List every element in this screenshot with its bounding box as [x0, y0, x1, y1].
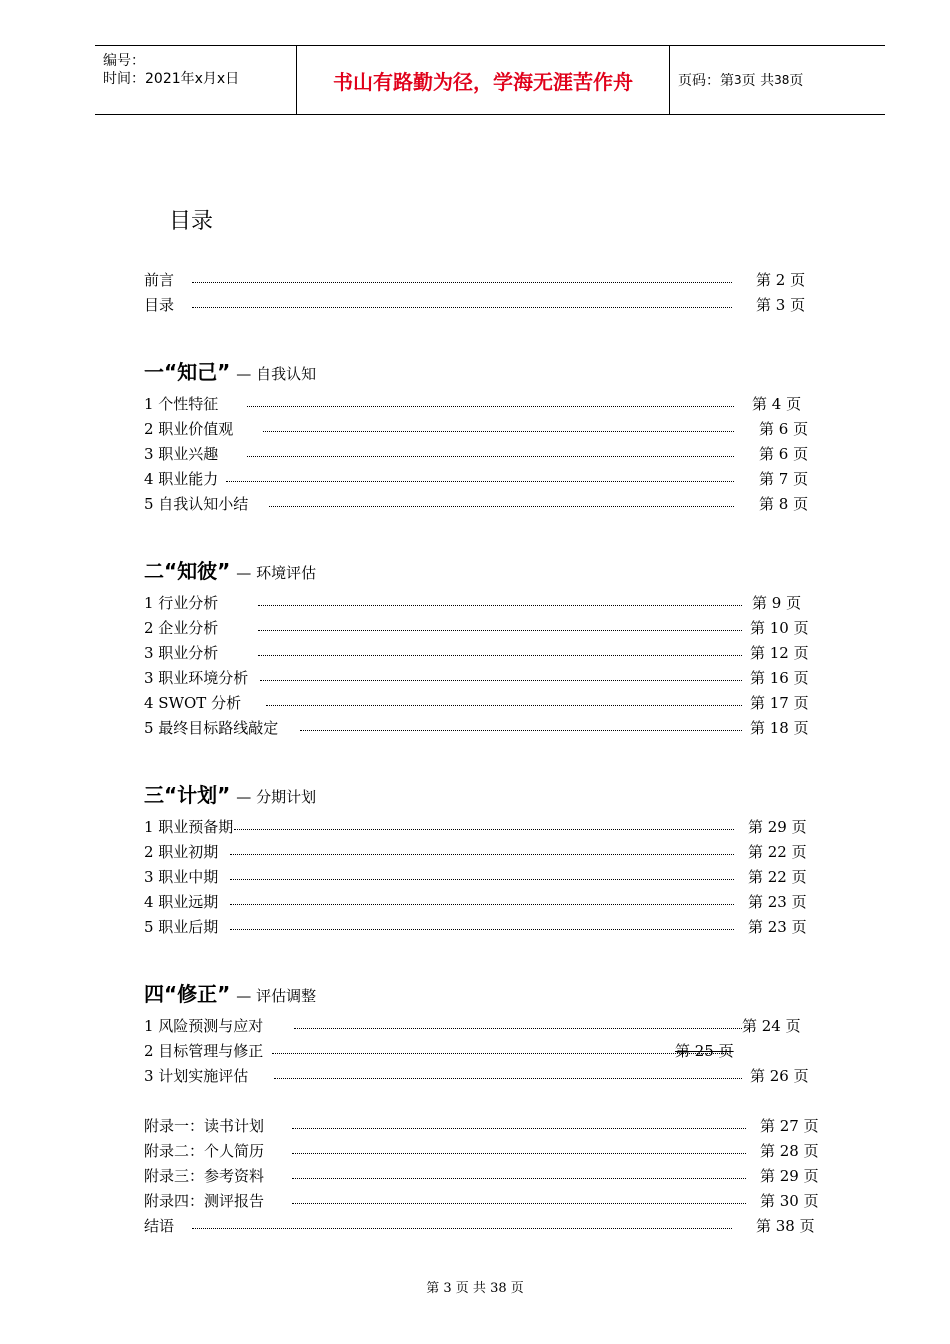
leader-dots: [226, 481, 734, 482]
toc-label: 1 行业分析: [144, 594, 219, 612]
page-mid: 页 共: [741, 73, 775, 89]
toc-row[interactable]: [144, 1015, 806, 1037]
section-subtitle: — 分期计划: [236, 788, 317, 806]
toc-label: 1 风险预测与应对: [144, 1017, 264, 1035]
toc-label: 2 职业价值观: [144, 420, 234, 438]
leader-dots: [230, 929, 734, 930]
toc-page: 第 6 页: [759, 445, 809, 463]
toc-row[interactable]: [144, 393, 806, 415]
toc-label: 2 企业分析: [144, 619, 219, 637]
toc-label: 目录: [144, 296, 175, 314]
toc-label: 3 计划实施评估: [144, 1067, 249, 1085]
section-subtitle: — 评估调整: [236, 987, 317, 1005]
leader-dots: [192, 307, 732, 308]
toc-page: 第 9 页: [752, 594, 802, 612]
leader-dots: [258, 630, 742, 631]
leader-dots: [294, 1028, 742, 1029]
section-subtitle: — 环境评估: [236, 564, 317, 582]
page-suffix: 页: [789, 73, 804, 89]
toc-label: 1 职业预备期: [144, 818, 234, 836]
toc-page: 第 22 页: [748, 843, 807, 861]
header-motto: 书山有路勤为径，学海无涯苦作舟: [297, 46, 670, 114]
toc-label: 5 自我认知小结: [144, 495, 249, 513]
leader-dots: [292, 1153, 746, 1154]
footer-pre: 第: [426, 1281, 440, 1296]
toc-row[interactable]: [144, 642, 809, 664]
section-heading: [144, 978, 316, 1007]
toc-row[interactable]: [144, 1065, 809, 1087]
toc-label: 附录四：测评报告: [144, 1192, 265, 1210]
section-heading: [144, 356, 316, 385]
toc-page: 第 27 页: [760, 1117, 819, 1135]
page-total: 38: [774, 73, 790, 87]
toc-page: 第 25 页: [675, 1042, 734, 1060]
toc-row[interactable]: [144, 841, 806, 863]
toc-row[interactable]: [144, 418, 809, 440]
toc-row[interactable]: [144, 468, 809, 490]
toc-row[interactable]: [144, 816, 806, 838]
toc-row[interactable]: [144, 717, 809, 739]
leader-dots: [247, 406, 734, 407]
document-title: 目录: [169, 209, 214, 234]
section-title: 三“计划”: [144, 783, 231, 807]
leader-dots: [300, 730, 742, 731]
toc-page: 第 23 页: [748, 893, 807, 911]
toc-page: 第 6 页: [759, 420, 809, 438]
toc-label: 3 职业兴趣: [144, 445, 219, 463]
toc-row[interactable]: [144, 617, 809, 639]
toc-page: 第 12 页: [750, 644, 809, 662]
toc-page: 第 24 页: [742, 1017, 801, 1035]
section-title: 二“知彼”: [144, 559, 231, 583]
toc-label: 4 职业远期: [144, 893, 219, 911]
leader-dots: [258, 605, 742, 606]
leader-dots: [258, 655, 742, 656]
leader-dots: [292, 1203, 746, 1204]
toc-page: 第 7 页: [759, 470, 809, 488]
toc-row[interactable]: [144, 1115, 819, 1137]
toc-row[interactable]: [144, 592, 806, 614]
footer-num: 3: [443, 1281, 452, 1296]
leader-dots: [274, 1078, 742, 1079]
leader-dots: [230, 904, 734, 905]
toc-label: 结语: [144, 1217, 175, 1235]
toc-label: 2 目标管理与修正: [144, 1042, 264, 1060]
section-subtitle: — 自我认知: [236, 365, 317, 383]
leader-dots: [266, 705, 742, 706]
toc-page: 第 10 页: [750, 619, 809, 637]
toc-page: 第 23 页: [748, 918, 807, 936]
toc-page: 第 16 页: [750, 669, 809, 687]
section-title: 四“修正”: [144, 982, 231, 1006]
toc-label: 2 职业初期: [144, 843, 219, 861]
toc-row[interactable]: [144, 1165, 819, 1187]
page-number: 3: [734, 73, 742, 87]
toc-page: 第 18 页: [750, 719, 809, 737]
toc-page: 第 29 页: [748, 818, 807, 836]
page-prefix: 页码：第: [678, 73, 734, 89]
header-meta-cell: [95, 46, 297, 114]
toc-label: 1 个性特征: [144, 395, 219, 413]
header-page-info: [678, 46, 803, 114]
leader-dots: [269, 506, 734, 507]
toc-row[interactable]: [144, 1190, 819, 1212]
toc-page: 第 17 页: [750, 694, 809, 712]
toc-page: 第 8 页: [759, 495, 809, 513]
page-footer: [0, 1277, 950, 1296]
toc-label: 3 职业中期: [144, 868, 219, 886]
leader-dots: [292, 1128, 746, 1129]
toc-label: 附录三：参考资料: [144, 1167, 265, 1185]
leader-dots: [230, 854, 734, 855]
leader-dots: [292, 1178, 746, 1179]
toc-label: 附录一：读书计划: [144, 1117, 265, 1135]
toc-label: 5 最终目标路线敲定: [144, 719, 279, 737]
leader-dots: [247, 456, 734, 457]
toc-page: 第 38 页: [756, 1217, 815, 1235]
toc-label: 前言: [144, 271, 175, 289]
time-label: 时间：2021年x月x日: [103, 71, 240, 87]
toc-row[interactable]: [144, 667, 809, 689]
section-heading: [144, 779, 316, 808]
footer-mid: 页 共: [455, 1281, 486, 1296]
toc-page: 第 26 页: [750, 1067, 809, 1085]
toc-page: 第 29 页: [760, 1167, 819, 1185]
toc-row[interactable]: [144, 866, 806, 888]
toc-row[interactable]: [144, 1215, 816, 1237]
toc-row[interactable]: [144, 916, 806, 938]
leader-dots: [260, 680, 742, 681]
footer-post: 页: [510, 1281, 524, 1296]
toc-row[interactable]: [144, 294, 806, 316]
toc-row[interactable]: [144, 269, 806, 291]
leader-dots: [234, 829, 734, 830]
leader-dots: [192, 282, 732, 283]
toc-row[interactable]: [144, 443, 809, 465]
toc-page: 第 3 页: [756, 296, 806, 314]
toc-row[interactable]: [144, 891, 806, 913]
toc-row[interactable]: [144, 1140, 819, 1162]
section-heading: [144, 555, 316, 584]
footer-total: 38: [490, 1281, 507, 1296]
toc-page: 第 4 页: [752, 395, 802, 413]
toc-page: 第 22 页: [748, 868, 807, 886]
toc-row[interactable]: [144, 1040, 806, 1062]
toc-label: 3 职业环境分析: [144, 669, 249, 687]
toc-page: 第 30 页: [760, 1192, 819, 1210]
leader-dots: [192, 1228, 732, 1229]
toc-label: 附录二：个人简历: [144, 1142, 265, 1160]
leader-dots: [263, 431, 734, 432]
toc-row[interactable]: [144, 493, 809, 515]
toc-label: 3 职业分析: [144, 644, 219, 662]
page-header: [95, 45, 885, 115]
toc-page: 第 2 页: [756, 271, 806, 289]
toc-label: 4 SWOT 分析: [144, 694, 242, 712]
leader-dots: [272, 1053, 728, 1054]
section-title: 一“知己”: [144, 360, 231, 384]
leader-dots: [230, 879, 734, 880]
toc-page: 第 28 页: [760, 1142, 819, 1160]
toc-label: 4 职业能力: [144, 470, 219, 488]
toc-label: 5 职业后期: [144, 918, 219, 936]
number-label: 编号：: [103, 53, 145, 69]
toc-row[interactable]: [144, 692, 809, 714]
